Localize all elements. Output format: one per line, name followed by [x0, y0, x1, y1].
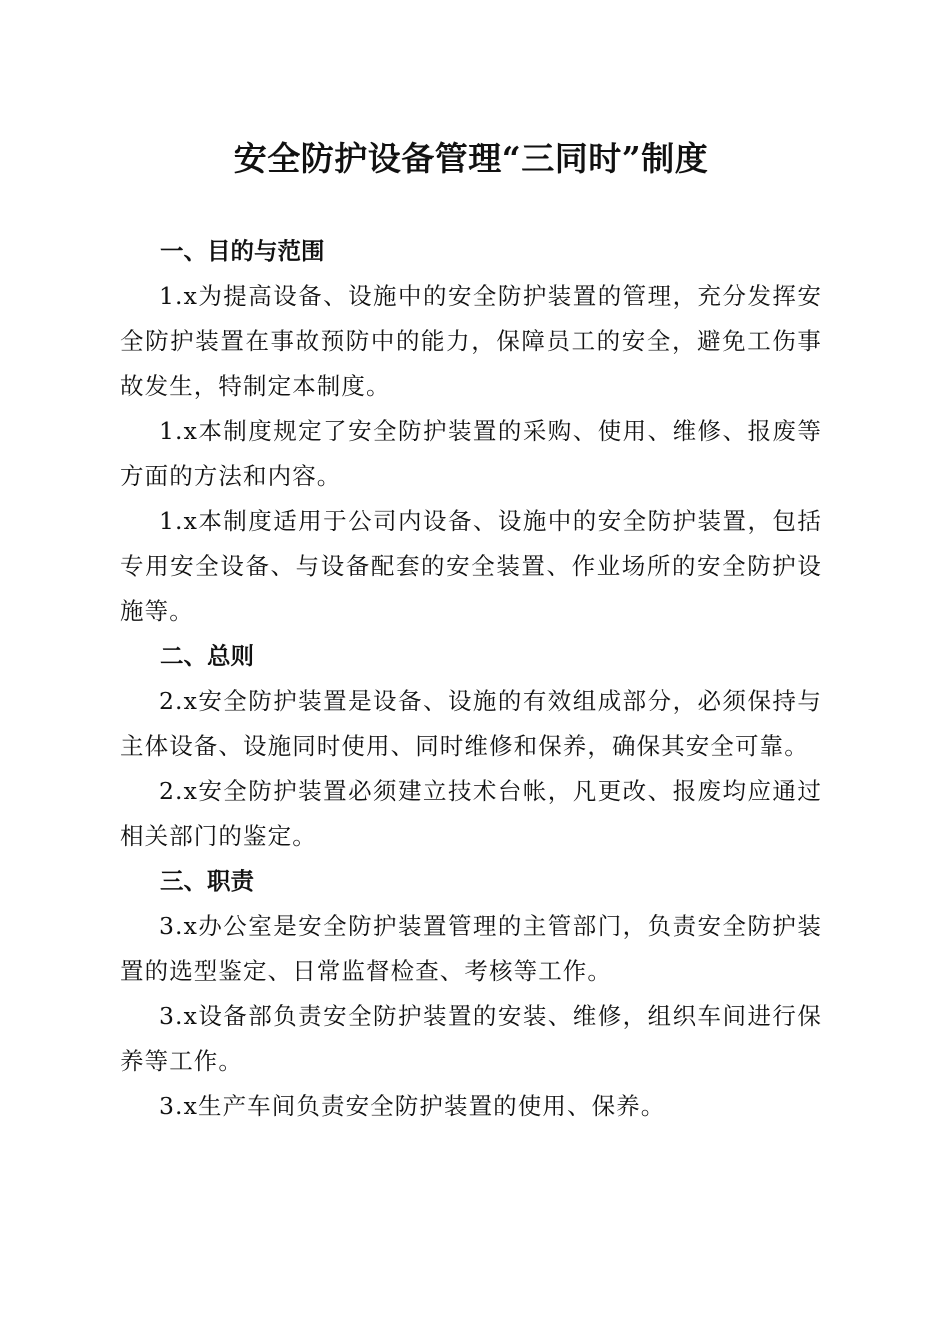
- paragraph: 1.x本制度适用于公司内设备、设施中的安全防护装置，包括专用安全设备、与设备配套的安全装置、作业场所的安全防护设施等。: [120, 507, 822, 625]
- paragraph: 1.x为提高设备、设施中的安全防护装置的管理，充分发挥安全防护装置在事故预防中的能力，保障员工的安全，避免工伤事故发生，特制定本制度。: [120, 282, 822, 400]
- paragraph: 2.x安全防护装置必须建立技术台帐，凡更改、报废均应通过相关部门的鉴定。: [120, 777, 822, 850]
- document-body: [120, 229, 822, 1129]
- paragraph: 2.x安全防护装置是设备、设施的有效组成部分，必须保持与主体设备、设施同时使用、同时维修和保养，确保其安全可靠。: [120, 687, 822, 760]
- paragraph: 1.x本制度规定了安全防护装置的采购、使用、维修、报废等方面的方法和内容。: [120, 417, 822, 490]
- document-title: 安全防护设备管理“三同时”制度: [233, 139, 709, 178]
- section-general: [120, 634, 822, 859]
- paragraph: 3.x设备部负责安全防护装置的安装、维修，组织车间进行保养等工作。: [120, 1002, 822, 1075]
- section-heading: 二、总则: [160, 642, 254, 670]
- section-heading: 三、职责: [160, 867, 254, 895]
- section-purpose-scope: [120, 229, 822, 634]
- paragraph: 3.x生产车间负责安全防护装置的使用、保养。: [159, 1092, 666, 1120]
- section-heading: 一、目的与范围: [160, 237, 325, 265]
- section-responsibilities: [120, 859, 822, 1129]
- paragraph: 3.x办公室是安全防护装置管理的主管部门，负责安全防护装置的选型鉴定、日常监督检查、考核等工作。: [120, 912, 822, 985]
